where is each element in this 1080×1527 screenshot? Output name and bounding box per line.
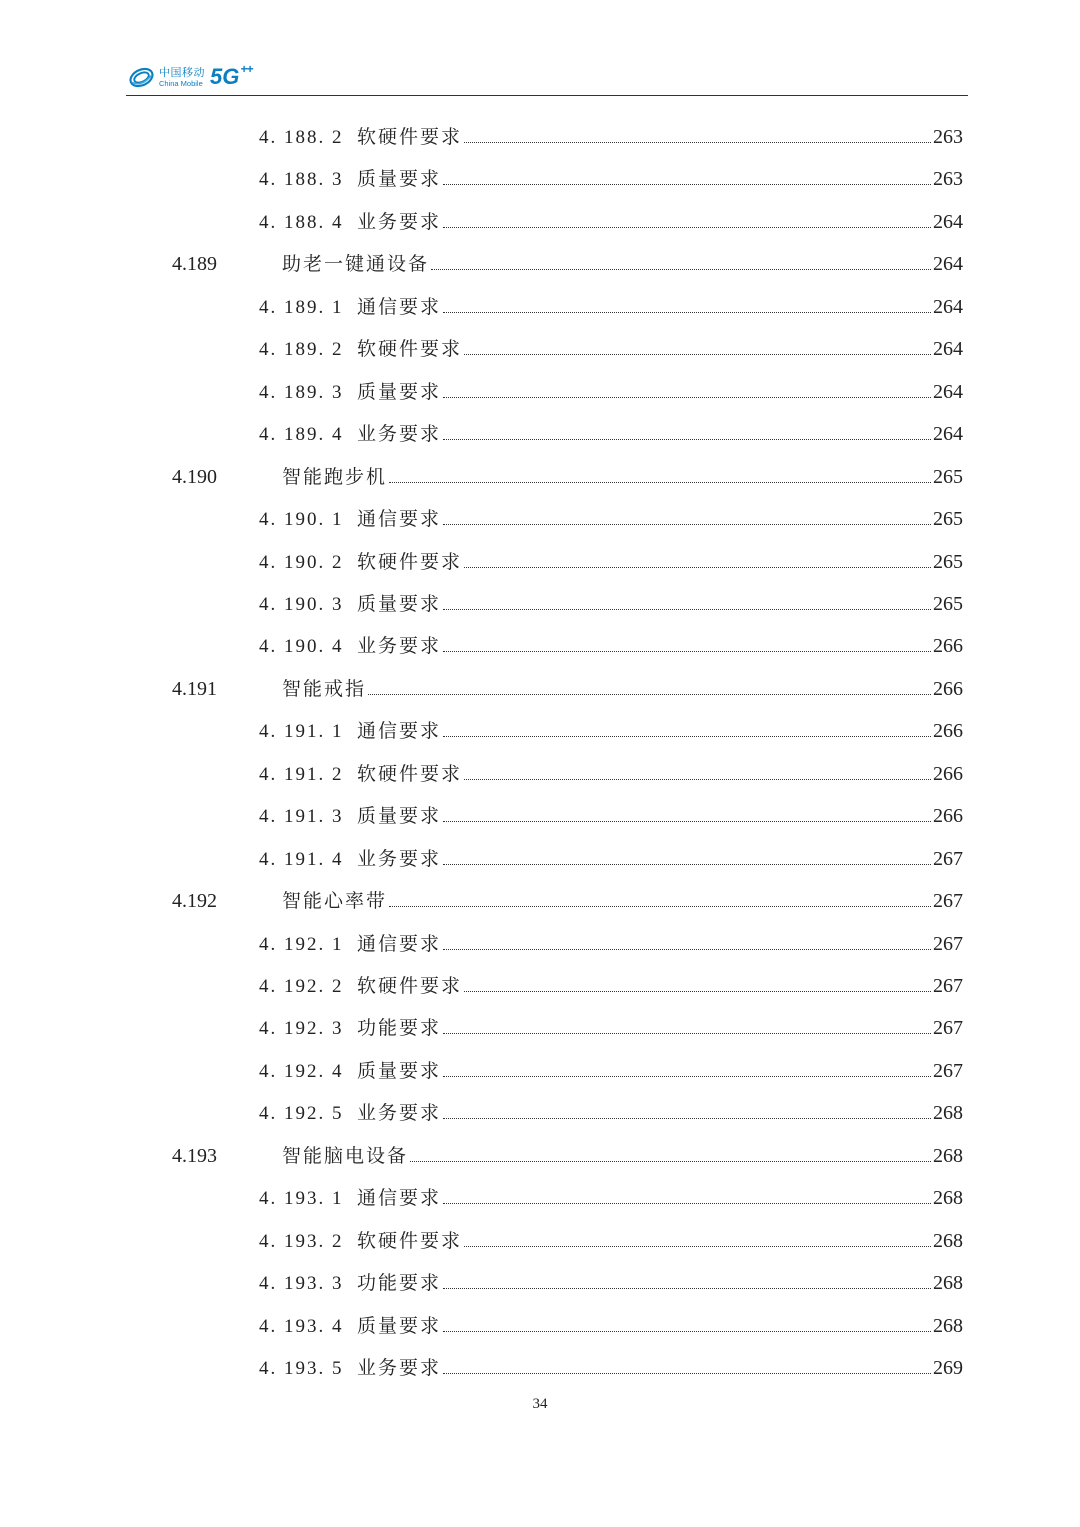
toc-entry-title: 软硬件要求 — [357, 338, 463, 361]
toc-dot-leader — [443, 949, 931, 950]
toc-subsection-entry[interactable] — [259, 971, 963, 1001]
toc-entry-page: 264 — [933, 210, 963, 233]
toc-entry-title: 质量要求 — [357, 1059, 442, 1082]
toc-entry-title: 业务要求 — [357, 847, 442, 870]
toc-entry-page: 267 — [933, 975, 963, 997]
toc-dot-leader — [443, 1203, 931, 1204]
page-number: 34 — [532, 1396, 548, 1412]
toc-dot-leader — [431, 269, 931, 270]
toc-subsection-entry[interactable] — [259, 759, 963, 789]
toc-subsection-entry[interactable] — [259, 844, 963, 874]
toc-subsection-entry[interactable] — [259, 504, 963, 534]
toc-dot-leader — [443, 1118, 931, 1119]
toc-entry-page: 268 — [933, 1272, 963, 1295]
toc-entry-page: 264 — [933, 295, 963, 318]
toc-dot-leader — [443, 312, 931, 313]
toc-entry-number: 4. 191. 3 — [259, 806, 344, 828]
logo-english-name: China Mobile — [159, 78, 203, 88]
toc-dot-leader — [443, 184, 931, 185]
toc-dot-leader — [464, 991, 931, 992]
toc-section-entry[interactable] — [172, 674, 963, 704]
toc-entry-number: 4. 190. 4 — [259, 636, 344, 658]
toc-entry-title: 业务要求 — [357, 423, 442, 446]
toc-entry-page: 269 — [933, 1357, 963, 1380]
toc-section-entry[interactable] — [172, 1141, 963, 1171]
toc-entry-number: 4.191 — [172, 677, 217, 700]
page-header — [126, 58, 968, 96]
toc-subsection-entry[interactable] — [259, 419, 963, 449]
toc-entry-page: 264 — [933, 380, 963, 403]
toc-entry-number: 4. 192. 2 — [259, 976, 344, 997]
toc-entry-number: 4.189 — [172, 253, 217, 276]
toc-entry-title: 智能跑步机 — [282, 465, 388, 488]
toc-subsection-entry[interactable] — [259, 1268, 963, 1298]
toc-entry-title: 业务要求 — [357, 635, 442, 658]
toc-entry-title: 质量要求 — [357, 380, 442, 403]
toc-dot-leader — [443, 1373, 931, 1374]
toc-entry-number: 4. 190. 1 — [259, 509, 344, 531]
toc-subsection-entry[interactable] — [259, 716, 963, 746]
toc-dot-leader — [464, 142, 931, 143]
header-rule — [126, 95, 968, 96]
toc-dot-leader — [443, 1076, 931, 1077]
toc-subsection-entry[interactable] — [259, 1226, 963, 1256]
toc-entry-title: 通信要求 — [357, 1187, 442, 1210]
toc-entry-number: 4. 189. 2 — [259, 339, 344, 361]
toc-entry-number: 4. 190. 3 — [259, 593, 344, 615]
toc-entry-title: 质量要求 — [357, 592, 442, 615]
toc-entry-title: 通信要求 — [357, 932, 442, 955]
toc-subsection-entry[interactable] — [259, 1013, 963, 1043]
toc-dot-leader — [464, 354, 931, 355]
toc-dot-leader — [443, 864, 931, 865]
toc-entry-title: 智能戒指 — [282, 677, 367, 700]
toc-subsection-entry[interactable] — [259, 334, 963, 364]
toc-entry-page: 266 — [933, 635, 963, 658]
toc-entry-number: 4. 190. 2 — [259, 551, 344, 573]
toc-dot-leader — [464, 779, 931, 780]
toc-subsection-entry[interactable] — [259, 801, 963, 831]
toc-entry-number: 4. 188. 4 — [259, 211, 344, 233]
toc-section-entry[interactable] — [172, 462, 963, 492]
toc-dot-leader — [443, 736, 931, 737]
toc-entry-page: 265 — [933, 550, 963, 573]
toc-entry-title: 助老一键通设备 — [282, 253, 430, 276]
toc-entry-number: 4. 188. 2 — [259, 127, 344, 148]
toc-entry-page: 263 — [933, 168, 963, 191]
toc-dot-leader — [443, 439, 931, 440]
toc-dot-leader — [443, 397, 931, 398]
toc-entry-number: 4. 192. 1 — [259, 933, 344, 955]
toc-dot-leader — [443, 651, 931, 652]
toc-entry-title: 通信要求 — [357, 508, 442, 531]
toc-entry-page: 264 — [933, 253, 963, 276]
toc-entry-page: 263 — [933, 126, 963, 148]
logo-5g-mark — [210, 62, 253, 89]
toc-entry-page: 267 — [933, 1017, 963, 1040]
toc-entry-title: 软硬件要求 — [357, 1229, 463, 1252]
toc-entry-number: 4. 189. 3 — [259, 381, 344, 403]
toc-entry-number: 4. 191. 4 — [259, 848, 344, 870]
toc-entry-title: 通信要求 — [357, 295, 442, 318]
china-mobile-logo — [128, 62, 252, 92]
toc-subsection-entry[interactable] — [259, 1311, 963, 1341]
toc-entry-number: 4. 193. 5 — [259, 1358, 344, 1380]
toc-subsection-entry[interactable] — [259, 1353, 963, 1383]
toc-entry-title: 智能心率带 — [282, 890, 388, 913]
toc-entry-number: 4. 193. 3 — [259, 1273, 344, 1295]
toc-entry-page: 267 — [933, 1059, 963, 1082]
toc-entry-title: 质量要求 — [357, 168, 442, 191]
toc-subsection-entry[interactable] — [259, 1056, 963, 1086]
toc-entry-page: 264 — [933, 423, 963, 446]
toc-dot-leader — [443, 1033, 931, 1034]
toc-dot-leader — [389, 906, 931, 907]
toc-entry-title: 功能要求 — [357, 1272, 442, 1295]
logo-5g-plus: ++ — [240, 62, 253, 76]
toc-entry-number: 4. 192. 5 — [259, 1103, 344, 1125]
toc-entry-page: 268 — [933, 1144, 963, 1167]
toc-entry-page: 267 — [933, 890, 963, 913]
toc-entry-title: 业务要求 — [357, 1102, 442, 1125]
toc-subsection-entry[interactable] — [259, 377, 963, 407]
toc-dot-leader — [368, 694, 931, 695]
toc-entry-title: 通信要求 — [357, 720, 442, 743]
toc-subsection-entry[interactable] — [259, 547, 963, 577]
toc-subsection-entry[interactable] — [259, 929, 963, 959]
toc-subsection-entry[interactable] — [259, 207, 963, 237]
toc-entry-number: 4.193 — [172, 1144, 217, 1167]
toc-entry-title: 功能要求 — [357, 1017, 442, 1040]
toc-entry-page: 267 — [933, 932, 963, 955]
toc-entry-title: 业务要求 — [357, 1357, 442, 1380]
toc-entry-number: 4. 189. 1 — [259, 296, 344, 318]
toc-section-entry[interactable] — [172, 249, 963, 279]
toc-entry-title: 软硬件要求 — [357, 550, 463, 573]
toc-entry-number: 4. 189. 4 — [259, 424, 344, 446]
toc-entry-number: 4. 188. 3 — [259, 169, 344, 191]
toc-entry-title: 业务要求 — [357, 210, 442, 233]
toc-dot-leader — [443, 1331, 931, 1332]
toc-dot-leader — [443, 227, 931, 228]
toc-entry-page: 268 — [933, 1229, 963, 1252]
toc-entry-number: 4. 192. 3 — [259, 1018, 344, 1040]
toc-entry-title: 软硬件要求 — [357, 975, 463, 997]
toc-entry-number: 4. 191. 2 — [259, 763, 344, 785]
toc-entry-page: 266 — [933, 805, 963, 828]
toc-dot-leader — [410, 1161, 931, 1162]
toc-entry-page: 265 — [933, 592, 963, 615]
toc-entry-number: 4. 191. 1 — [259, 721, 344, 743]
toc-entry-number: 4. 192. 4 — [259, 1060, 344, 1082]
toc-dot-leader — [464, 1246, 931, 1247]
logo-wordmark — [159, 67, 205, 88]
toc-entry-number: 4. 193. 4 — [259, 1315, 344, 1337]
toc-entry-page: 266 — [933, 677, 963, 700]
toc-dot-leader — [443, 524, 931, 525]
toc-entry-title: 质量要求 — [357, 1314, 442, 1337]
toc-entry-number: 4. 193. 2 — [259, 1230, 344, 1252]
toc-dot-leader — [389, 482, 931, 483]
toc-subsection-entry[interactable] — [259, 122, 963, 152]
toc-entry-title: 智能脑电设备 — [282, 1144, 409, 1167]
toc-subsection-entry[interactable] — [259, 1183, 963, 1213]
toc-entry-number: 4.190 — [172, 465, 217, 488]
toc-dot-leader — [443, 821, 931, 822]
toc-entry-page: 266 — [933, 720, 963, 743]
toc-entry-page: 265 — [933, 508, 963, 531]
toc-entry-page: 268 — [933, 1187, 963, 1210]
toc-entry-page: 264 — [933, 338, 963, 361]
toc-dot-leader — [464, 567, 931, 568]
toc-entry-title: 软硬件要求 — [357, 126, 463, 148]
toc-entry-page: 268 — [933, 1314, 963, 1337]
toc-entry-number: 4. 193. 1 — [259, 1188, 344, 1210]
toc-section-entry[interactable] — [172, 886, 963, 916]
toc-subsection-entry[interactable] — [259, 164, 963, 194]
toc-entry-page: 265 — [933, 465, 963, 488]
logo-chinese-name: 中国移动 — [159, 65, 205, 79]
toc-entry-number: 4.192 — [172, 890, 217, 913]
toc-entry-page: 266 — [933, 762, 963, 785]
toc-entry-page: 267 — [933, 847, 963, 870]
toc-subsection-entry[interactable] — [259, 589, 963, 619]
toc-subsection-entry[interactable] — [259, 292, 963, 322]
toc-dot-leader — [443, 609, 931, 610]
toc-entry-page: 268 — [933, 1102, 963, 1125]
logo-5g-text: 5G — [210, 64, 240, 89]
toc-dot-leader — [443, 1288, 931, 1289]
china-mobile-swirl-icon — [128, 64, 155, 91]
toc-entry-title: 质量要求 — [357, 805, 442, 828]
toc-subsection-entry[interactable] — [259, 1098, 963, 1128]
toc-entry-title: 软硬件要求 — [357, 762, 463, 785]
toc-subsection-entry[interactable] — [259, 631, 963, 661]
